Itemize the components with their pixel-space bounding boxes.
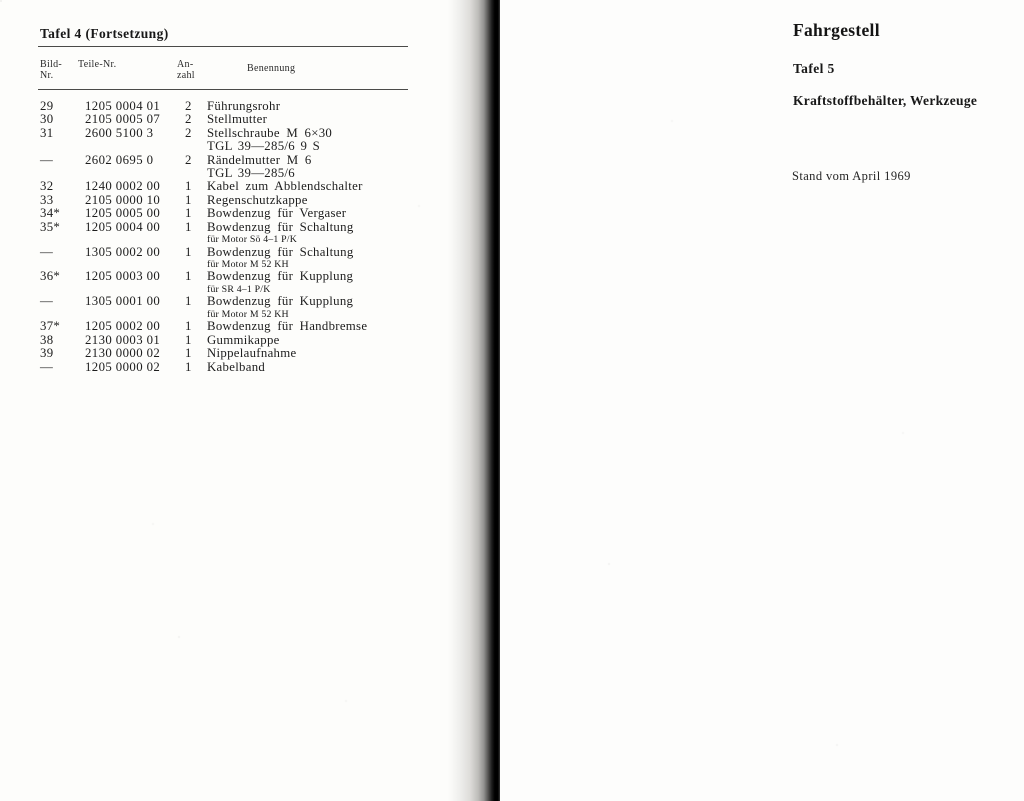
row-part-number: 1205 0000 02	[85, 359, 161, 374]
row-part-number: 2600 5100 3	[85, 125, 154, 140]
row-bild-number: 30	[40, 112, 54, 127]
row-description: Stellschraube M 6×30	[207, 125, 333, 140]
table-row	[40, 320, 432, 333]
row-description: Nippelaufnahme	[207, 346, 297, 361]
row-bild-number: —	[40, 359, 54, 374]
row-quantity: 1	[185, 179, 192, 194]
table-row	[40, 154, 432, 181]
parts-table-body	[40, 100, 432, 374]
right-page	[500, 0, 1024, 801]
row-description: Rändelmutter M 6	[207, 152, 312, 167]
row-quantity: 1	[185, 206, 192, 221]
column-header-bild-nr: Bild- Nr.	[40, 59, 63, 81]
row-description-line2: TGL 39—285/6	[207, 166, 295, 181]
row-description: Bowdenzug für Vergaser	[207, 206, 347, 221]
row-quantity: 2	[185, 125, 192, 140]
row-bild-number: 35*	[40, 219, 61, 234]
row-description: Kabel zum Abblendschalter	[207, 179, 363, 194]
row-description: Bowdenzug für Schaltung	[207, 219, 354, 234]
row-bild-number: 29	[40, 99, 54, 113]
table-row	[40, 100, 432, 113]
tafel-subtitle: Kraftstoffbehälter, Werkzeuge	[793, 93, 978, 108]
row-bild-number: —	[40, 152, 54, 167]
row-quantity: 1	[185, 269, 192, 284]
table-row	[40, 180, 432, 193]
row-part-number: 1205 0003 00	[85, 269, 161, 284]
row-description: Regenschutzkappe	[207, 192, 308, 207]
column-header-teile-nr: Teile-Nr.	[78, 59, 117, 70]
row-bild-number: 34*	[40, 206, 61, 221]
header-rule-top	[38, 46, 408, 47]
row-part-number: 1205 0002 00	[85, 319, 161, 334]
row-bild-number: 38	[40, 332, 54, 347]
row-quantity: 1	[185, 294, 192, 309]
row-part-number: 1205 0004 00	[85, 219, 161, 234]
paper-noise	[0, 0, 2, 2]
row-description: Bowdenzug für Kupplung	[207, 269, 354, 284]
row-quantity: 1	[185, 332, 192, 347]
row-description: Bowdenzug für Schaltung	[207, 244, 354, 259]
table-row	[40, 221, 432, 246]
row-part-number: 1305 0002 00	[85, 244, 161, 259]
table-row	[40, 246, 432, 271]
row-bild-number: 37*	[40, 319, 61, 334]
row-description-sub: für Motor Sö 4–1 P/K	[207, 234, 298, 246]
row-bild-number: 39	[40, 346, 54, 361]
row-quantity: 2	[185, 99, 192, 113]
row-quantity: 2	[185, 152, 192, 167]
row-part-number: 2130 0000 02	[85, 346, 161, 361]
row-description-sub: für SR 4–1 P/K	[207, 283, 271, 295]
page-title: Tafel 4 (Fortsetzung)	[40, 26, 169, 41]
row-description: Gummikappe	[207, 332, 280, 347]
row-bild-number: —	[40, 244, 54, 259]
column-header-anzahl: An- zahl	[177, 59, 195, 81]
row-description: Kabelband	[207, 359, 266, 374]
row-part-number: 1205 0005 00	[85, 206, 161, 221]
row-quantity: 1	[185, 192, 192, 207]
row-quantity: 1	[185, 346, 192, 361]
row-bild-number: 31	[40, 125, 54, 140]
row-part-number: 1305 0001 00	[85, 294, 161, 309]
revision-date: Stand vom April 1969	[792, 169, 911, 183]
row-description-sub: für Motor M 52 KH	[207, 308, 289, 320]
row-description: Bowdenzug für Handbremse	[207, 319, 368, 334]
row-part-number: 2602 0695 0	[85, 152, 154, 167]
row-quantity: 2	[185, 112, 192, 127]
row-bild-number: 33	[40, 192, 54, 207]
row-description-sub: für Motor M 52 KH	[207, 258, 289, 270]
row-description: Bowdenzug für Kupplung	[207, 294, 354, 309]
table-column-headers	[40, 59, 410, 85]
row-bild-number: 36*	[40, 269, 61, 284]
left-page	[0, 0, 450, 801]
chapter-title: Fahrgestell	[793, 20, 880, 40]
row-quantity: 1	[185, 219, 192, 234]
tafel-number: Tafel 5	[793, 61, 835, 76]
row-description-line2: TGL 39—285/6 9 S	[207, 139, 321, 154]
row-description: Stellmutter	[207, 112, 268, 127]
table-row	[40, 194, 432, 207]
row-part-number: 2105 0005 07	[85, 112, 161, 127]
row-description: Führungsrohr	[207, 99, 281, 113]
row-quantity: 1	[185, 319, 192, 334]
row-part-number: 1205 0004 01	[85, 99, 161, 113]
row-quantity: 1	[185, 359, 192, 374]
table-row	[40, 334, 432, 347]
row-part-number: 1240 0002 00	[85, 179, 161, 194]
row-part-number: 2130 0003 01	[85, 332, 161, 347]
table-row	[40, 270, 432, 295]
table-row	[40, 361, 432, 374]
row-quantity: 1	[185, 244, 192, 259]
row-part-number: 2105 0000 10	[85, 192, 161, 207]
row-bild-number: 32	[40, 179, 54, 194]
table-row	[40, 113, 432, 126]
book-gutter-shadow	[448, 0, 500, 801]
table-row	[40, 207, 432, 220]
row-bild-number: —	[40, 294, 54, 309]
table-row	[40, 127, 432, 154]
header-rule-bottom	[38, 89, 408, 90]
column-header-benennung: Benennung	[247, 63, 296, 74]
table-row	[40, 347, 432, 360]
table-row	[40, 295, 432, 320]
